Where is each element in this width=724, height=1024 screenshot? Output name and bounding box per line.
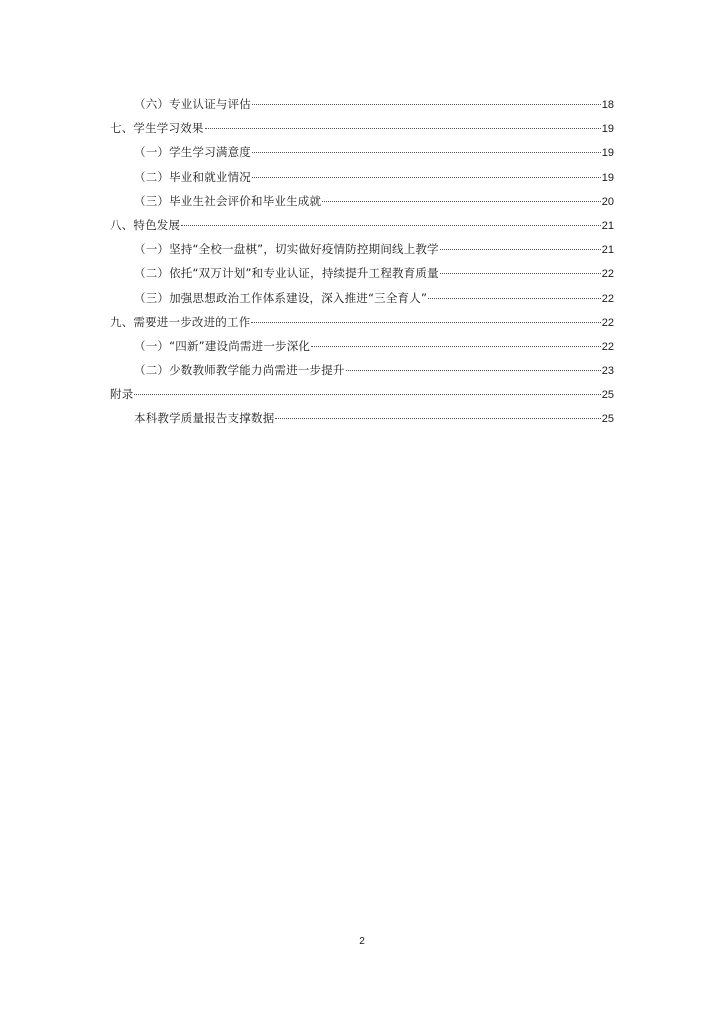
toc-entry-page: 21	[601, 219, 614, 232]
toc-entry-page: 22	[601, 268, 614, 281]
toc-entry-title: （一）坚持“全校一盘棋”，切实做好疫情防控期间线上教学	[134, 242, 439, 257]
toc-entry[interactable]	[110, 286, 614, 310]
toc-entry-page: 20	[601, 195, 614, 208]
toc-entry-title: （二）毕业和就业情况	[134, 169, 251, 184]
toc-entry[interactable]	[110, 382, 614, 406]
toc-dot-leader	[322, 201, 601, 202]
toc-entry[interactable]	[110, 165, 614, 189]
toc-dot-leader	[440, 249, 601, 250]
toc-dot-leader	[252, 104, 601, 105]
toc-entry[interactable]	[110, 261, 614, 285]
toc-entry-title: 附录	[110, 387, 134, 402]
toc-entry[interactable]	[110, 213, 614, 237]
toc-dot-leader	[134, 394, 600, 395]
toc-entry-title: 本科教学质量报告支撑数据	[134, 411, 275, 426]
toc-entry-page: 21	[601, 244, 614, 257]
toc-dot-leader	[205, 128, 601, 129]
toc-entry-page: 23	[601, 365, 614, 378]
toc-entry-title: （三）加强思想政治工作体系建设，深入推进“三全育人”	[134, 290, 428, 305]
toc-dot-leader	[311, 346, 601, 347]
table-of-contents	[110, 92, 614, 431]
toc-entry-title: （一）“四新”建设尚需进一步深化	[134, 338, 311, 353]
toc-entry-title: （三）毕业生社会评价和毕业生成就	[134, 193, 322, 208]
toc-entry-page: 25	[601, 413, 614, 426]
toc-entry-title: （一）学生学习满意度	[134, 145, 251, 160]
toc-entry[interactable]	[110, 116, 614, 140]
toc-entry-title: 九、需要进一步改进的工作	[110, 314, 251, 329]
page-number: 2	[359, 936, 365, 947]
toc-dot-leader	[252, 152, 601, 153]
toc-entry-title: （二）依托“双万计划”和专业认证，持续提升工程教育质量	[134, 266, 439, 281]
toc-entry-page: 22	[601, 292, 614, 305]
toc-entry-page: 19	[601, 171, 614, 184]
toc-entry-title: 七、学生学习效果	[110, 121, 204, 136]
toc-dot-leader	[181, 225, 601, 226]
toc-entry-page: 19	[601, 123, 614, 136]
toc-entry-title: （二）少数教师教学能力尚需进一步提升	[134, 363, 345, 378]
toc-entry-page: 25	[601, 389, 614, 402]
toc-entry-title: （六）专业认证与评估	[134, 97, 251, 111]
toc-entry[interactable]	[110, 237, 614, 261]
toc-entry[interactable]	[110, 92, 614, 116]
toc-dot-leader	[428, 298, 601, 299]
toc-entry-page: 19	[601, 147, 614, 160]
toc-entry[interactable]	[110, 140, 614, 164]
toc-entry-page: 18	[601, 99, 614, 111]
toc-entry[interactable]	[110, 358, 614, 382]
toc-entry[interactable]	[110, 189, 614, 213]
toc-dot-leader	[346, 370, 601, 371]
toc-entry-page: 22	[601, 340, 614, 353]
toc-entry[interactable]	[110, 334, 614, 358]
toc-dot-leader	[275, 418, 600, 419]
toc-dot-leader	[252, 177, 601, 178]
toc-entry[interactable]	[110, 406, 614, 430]
toc-entry[interactable]	[110, 310, 614, 334]
toc-entry-page: 22	[601, 316, 614, 329]
toc-entry-title: 八、特色发展	[110, 217, 181, 232]
toc-dot-leader	[440, 273, 601, 274]
toc-dot-leader	[251, 322, 600, 323]
